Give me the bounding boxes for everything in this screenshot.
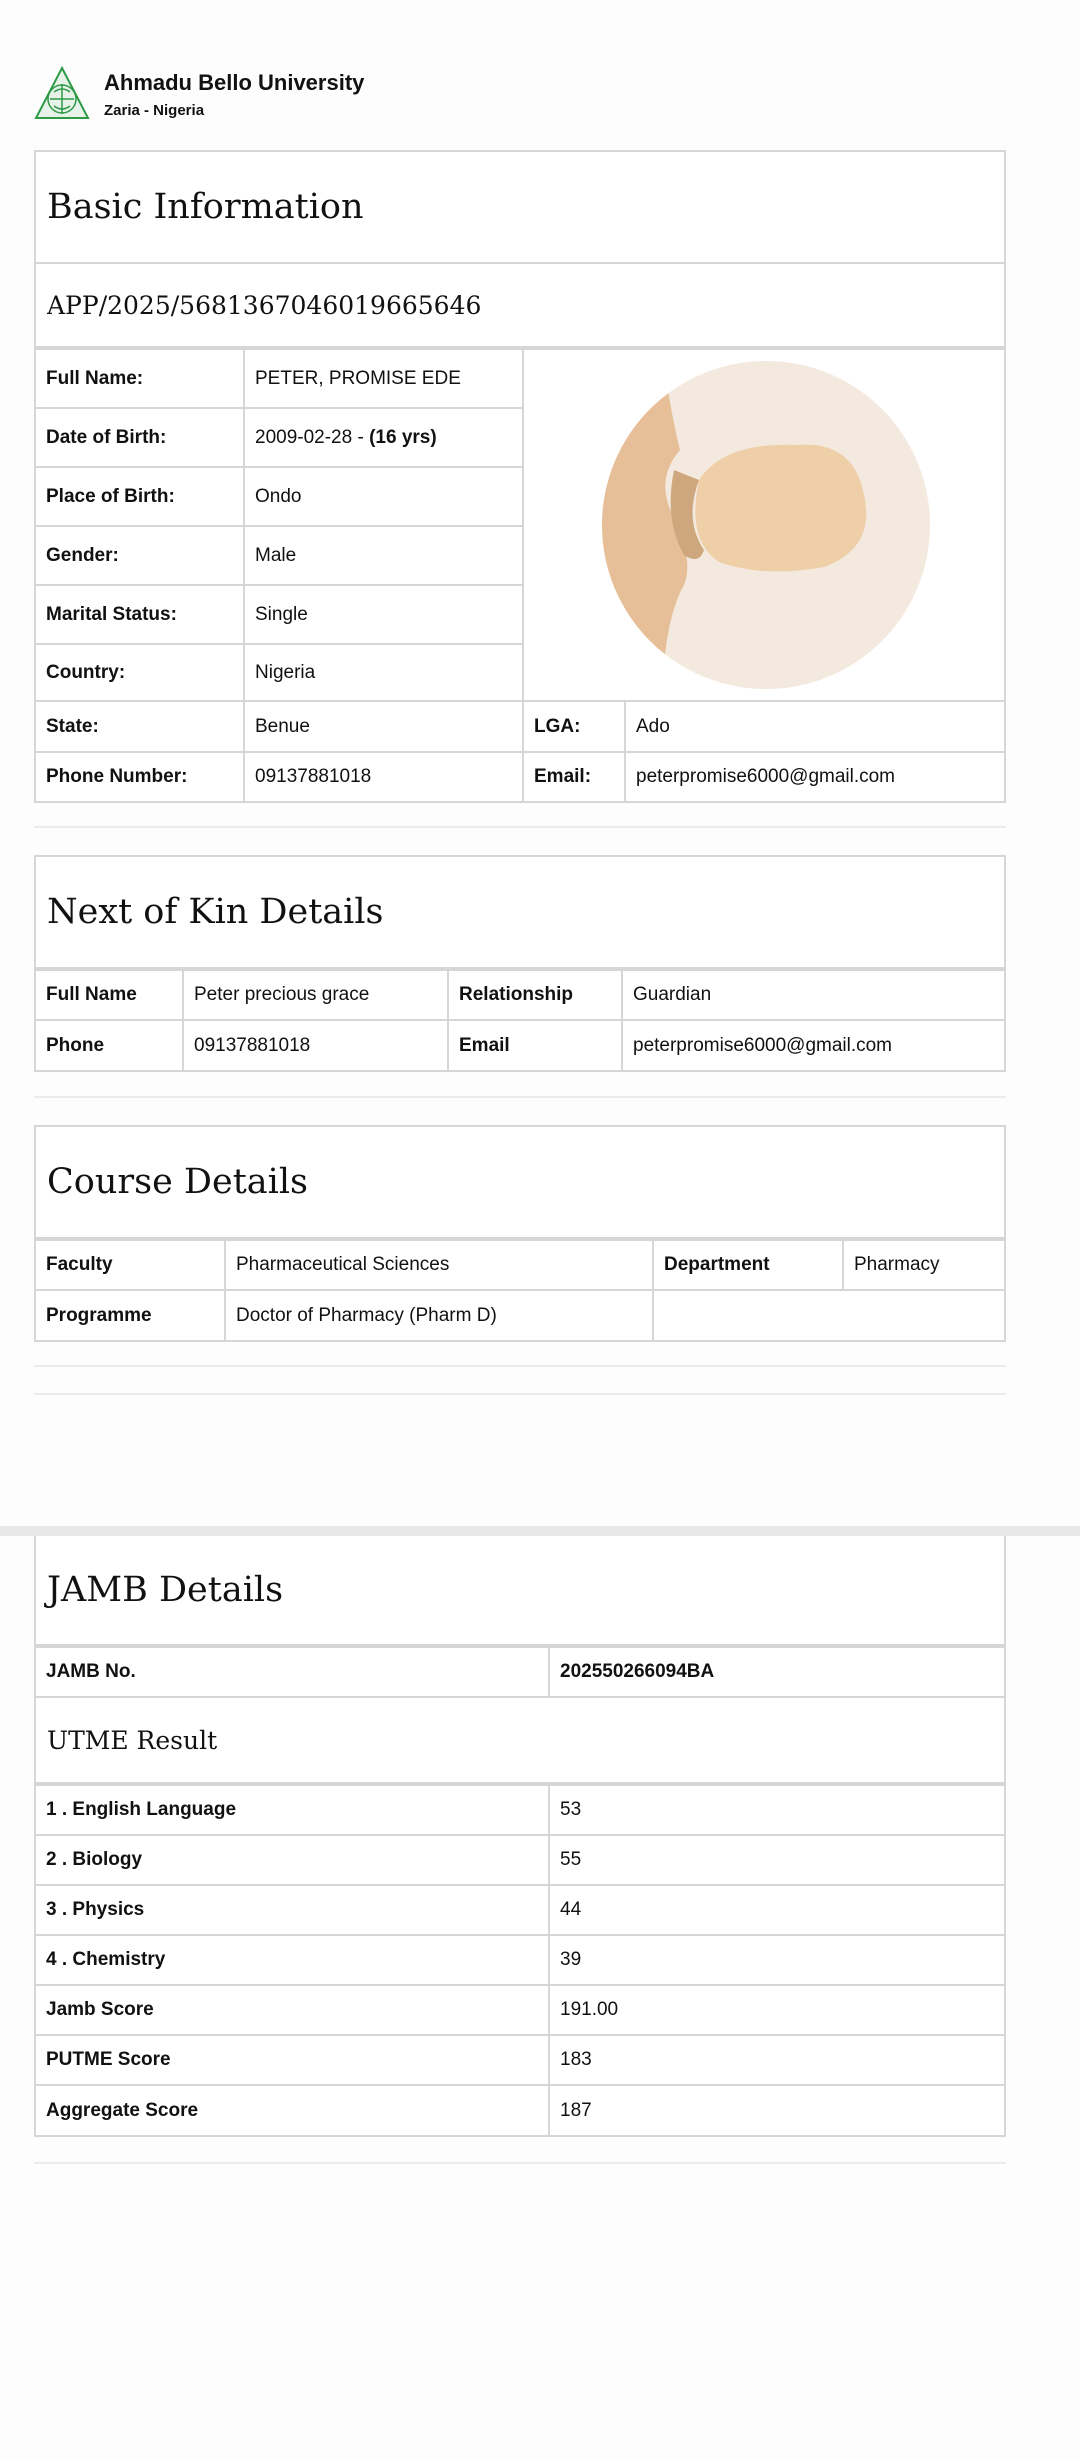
university-name: Ahmadu Bello University: [104, 69, 365, 95]
course-details-table: [36, 1239, 1004, 1340]
divider: [34, 2162, 1006, 2164]
utme-result-header: [36, 1698, 1004, 1784]
gender-value: Male: [244, 526, 523, 585]
gender-label: Gender:: [36, 526, 244, 585]
subject-score: 55: [549, 1835, 1004, 1885]
phone-label: Phone Number:: [36, 752, 244, 801]
table-row: [36, 1647, 1004, 1697]
table-row: [36, 1785, 1004, 1835]
pob-label: Place of Birth:: [36, 467, 244, 526]
page-header: [34, 64, 364, 124]
section-title: JAMB Details: [47, 1570, 284, 1610]
table-row: [36, 2085, 1004, 2135]
passport-photo: [524, 350, 1009, 700]
table-row: [36, 1935, 1004, 1985]
dob-value: [244, 408, 523, 467]
country-value: Nigeria: [244, 644, 523, 701]
subject-label: 3 . Physics: [36, 1885, 549, 1935]
table-row: [36, 701, 1004, 752]
section-title: Basic Information: [47, 187, 364, 227]
empty-cell: [653, 1290, 1004, 1340]
table-row: [36, 2035, 1004, 2085]
utme-result-title: UTME Result: [47, 1725, 218, 1755]
basic-information-header: [36, 152, 1004, 264]
subject-score: 39: [549, 1935, 1004, 1985]
kin-name-value: Peter precious grace: [183, 970, 448, 1020]
age-value: (16 yrs): [369, 426, 437, 448]
table-row: [36, 1240, 1004, 1290]
kin-phone-value: 09137881018: [183, 1020, 448, 1070]
state-label: State:: [36, 701, 244, 752]
department-label: Department: [653, 1240, 843, 1290]
jamb-no-value: 202550266094BA: [549, 1647, 1004, 1697]
next-of-kin-card: [34, 855, 1006, 1072]
application-number: APP/2025/5681367046019665646: [47, 290, 482, 320]
programme-value: Doctor of Pharmacy (Pharm D): [225, 1290, 653, 1340]
department-value: Pharmacy: [843, 1240, 1004, 1290]
basic-information-table: [36, 348, 1004, 801]
subject-label: 4 . Chemistry: [36, 1935, 549, 1985]
subject-label: 1 . English Language: [36, 1785, 549, 1835]
jamb-score-label: Jamb Score: [36, 1985, 549, 2035]
basic-information-card: [34, 150, 1006, 803]
application-number-row: [36, 264, 1004, 348]
kin-relationship-value: Guardian: [622, 970, 1004, 1020]
email-label: Email:: [523, 752, 625, 801]
passport-photo-cell: [523, 349, 1004, 701]
course-details-header: [36, 1127, 1004, 1239]
jamb-details-header: [36, 1536, 1004, 1646]
kin-relationship-label: Relationship: [448, 970, 622, 1020]
marital-status-value: Single: [244, 585, 523, 644]
state-value: Benue: [244, 701, 523, 752]
table-row: [36, 1885, 1004, 1935]
divider: [34, 1365, 1006, 1367]
full-name-label: Full Name:: [36, 349, 244, 408]
kin-email-value: peterpromise6000@gmail.com: [622, 1020, 1004, 1070]
email-value: peterpromise6000@gmail.com: [625, 752, 1004, 801]
putme-score-label: PUTME Score: [36, 2035, 549, 2085]
next-of-kin-header: [36, 857, 1004, 969]
subject-score: 44: [549, 1885, 1004, 1935]
table-row: [36, 349, 1004, 408]
kin-phone-label: Phone: [36, 1020, 183, 1070]
lga-value: Ado: [625, 701, 1004, 752]
dob-label: Date of Birth:: [36, 408, 244, 467]
page-break: [0, 1526, 1080, 1536]
university-location: Zaria - Nigeria: [104, 101, 205, 119]
table-row: [36, 1835, 1004, 1885]
programme-label: Programme: [36, 1290, 225, 1340]
jamb-score-value: 191.00: [549, 1985, 1004, 2035]
country-label: Country:: [36, 644, 244, 701]
subject-label: 2 . Biology: [36, 1835, 549, 1885]
marital-status-label: Marital Status:: [36, 585, 244, 644]
table-row: [36, 1290, 1004, 1340]
next-of-kin-table: [36, 969, 1004, 1070]
jamb-number-table: [36, 1646, 1004, 1698]
kin-name-label: Full Name: [36, 970, 183, 1020]
kin-email-label: Email: [448, 1020, 622, 1070]
table-row: [36, 970, 1004, 1020]
table-row: [36, 1020, 1004, 1070]
divider: [34, 826, 1006, 828]
section-title: Next of Kin Details: [47, 892, 384, 932]
divider: [34, 1096, 1006, 1098]
divider: [34, 1393, 1006, 1395]
table-row: [36, 1985, 1004, 2035]
jamb-no-label: JAMB No.: [36, 1647, 549, 1697]
faculty-label: Faculty: [36, 1240, 225, 1290]
university-logo-icon: [34, 66, 90, 122]
pob-value: Ondo: [244, 467, 523, 526]
section-title: Course Details: [47, 1162, 308, 1202]
utme-result-table: [36, 1784, 1004, 2135]
lga-label: LGA:: [523, 701, 625, 752]
faculty-value: Pharmaceutical Sciences: [225, 1240, 653, 1290]
jamb-details-card: [34, 1536, 1006, 2137]
phone-value: 09137881018: [244, 752, 523, 801]
putme-score-value: 183: [549, 2035, 1004, 2085]
table-row: [36, 752, 1004, 801]
aggregate-score-label: Aggregate Score: [36, 2085, 549, 2135]
course-details-card: [34, 1125, 1006, 1342]
dob-date: 2009-02-28 -: [255, 426, 370, 448]
subject-score: 53: [549, 1785, 1004, 1835]
aggregate-score-value: 187: [549, 2085, 1004, 2135]
full-name-value: PETER, PROMISE EDE: [244, 349, 523, 408]
